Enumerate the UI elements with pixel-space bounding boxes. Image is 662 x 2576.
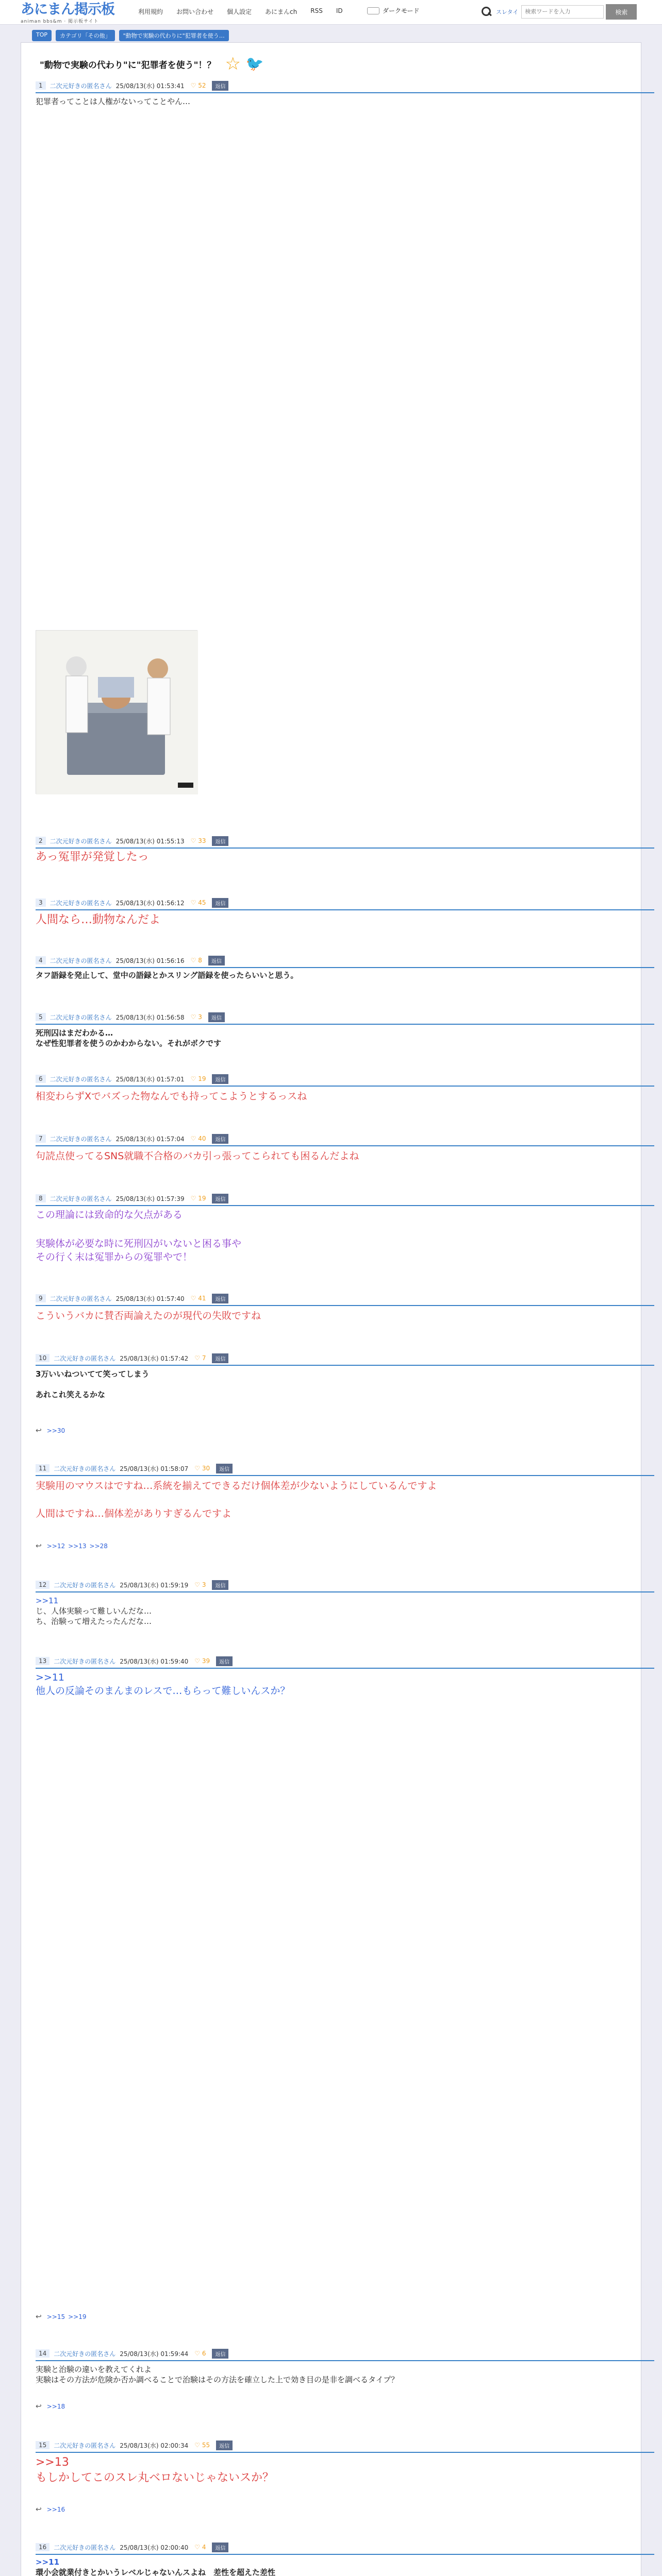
reply-arrow-icon: ↩ <box>36 2402 42 2411</box>
post-header <box>36 955 654 966</box>
favorite-star-icon[interactable]: ☆ <box>225 54 241 74</box>
post-text: 環小会就業付きとかいうレベルじゃないんスよね 差性を超えた差性 <box>36 2568 276 2576</box>
reply-button[interactable]: 返信 <box>212 898 228 908</box>
breadcrumb-category[interactable]: カテゴリ「その他」 <box>56 30 115 41</box>
post-author: 二次元好きの匿名さん <box>54 2442 116 2449</box>
post-number[interactable]: 7 <box>36 1134 46 1143</box>
search-input[interactable] <box>521 5 604 19</box>
post-text: タフ語録を発止して、堂中の語録とかスリング語録を使ったらいいと思う。 <box>36 971 299 980</box>
like-count[interactable]: ♡ 3 <box>190 1013 202 1021</box>
post-body <box>36 970 644 980</box>
post-text: 実験体が必要な時に死刑囚がいないと困る事や <box>36 1238 242 1249</box>
reply-link[interactable]: >>12 <box>46 1543 65 1550</box>
anchor-link[interactable]: >>11 <box>36 1596 59 1605</box>
post-number[interactable]: 3 <box>36 899 46 907</box>
anchor-link[interactable]: >>11 <box>36 1672 65 1683</box>
darkmode-label: ダークモード <box>383 7 420 14</box>
post-text: 実験と治験の違いを教えてくれよ <box>36 2365 152 2374</box>
reply-button[interactable]: 返信 <box>212 1294 228 1303</box>
reply-button[interactable]: 返信 <box>212 2349 228 2359</box>
post-author: 二次元好きの匿名さん <box>54 2350 116 2358</box>
like-count[interactable]: ♡ 41 <box>190 1295 206 1302</box>
post-text: 他人の反論そのまんまのレスで…もらって難しいんスか？ <box>36 1685 290 1697</box>
post-date: 25/08/13(水) 01:57:42 <box>120 1354 189 1362</box>
search-type-select[interactable]: スレタイ <box>496 9 519 15</box>
post-text: 死刑囚はまだわかる… <box>36 1028 113 1038</box>
reply-button[interactable]: 返信 <box>212 1580 228 1590</box>
post-header <box>36 897 654 908</box>
search-icon <box>479 5 493 19</box>
post-date: 25/08/13(水) 01:57:40 <box>115 1295 185 1302</box>
like-count[interactable]: ♡ 55 <box>194 2442 210 2449</box>
reply-link[interactable]: >>18 <box>46 2403 65 2410</box>
post-number[interactable]: 15 <box>36 2441 49 2449</box>
post-date: 25/08/13(水) 01:57:39 <box>115 1195 185 1202</box>
post-author: 二次元好きの匿名さん <box>49 1013 112 1021</box>
breadcrumb <box>32 30 233 41</box>
reply-button[interactable]: 返信 <box>208 956 225 965</box>
reply-button[interactable]: 返信 <box>212 1134 228 1144</box>
like-count[interactable]: ♡ 19 <box>190 1195 206 1202</box>
post-body <box>36 1369 644 1400</box>
like-count[interactable]: ♡ 30 <box>194 1465 210 1472</box>
post-header <box>36 835 654 846</box>
post-number[interactable]: 1 <box>36 81 46 90</box>
post-author: 二次元好きの匿名さん <box>49 899 112 907</box>
darkmode-switch[interactable] <box>367 7 379 14</box>
post-number[interactable]: 13 <box>36 1657 49 1665</box>
reply-button[interactable]: 返信 <box>212 1074 228 1084</box>
search-bar <box>479 4 637 20</box>
post-date: 25/08/13(水) 01:59:44 <box>120 2350 189 2358</box>
post-text: 犯罪者ってことは人権がないってことやん… <box>36 97 191 106</box>
post-date: 25/08/13(水) 01:58:07 <box>120 1465 189 1472</box>
post-image[interactable] <box>36 630 197 794</box>
post-text: 句読点使ってるSNS就職不合格のバカ引っ張ってこられても困るんだよね <box>36 1150 359 1162</box>
post-header <box>36 1133 654 1144</box>
post-body <box>36 850 644 865</box>
nav-terms[interactable]: 利用規約 <box>138 8 163 15</box>
post-date: 25/08/13(水) 01:53:41 <box>115 82 185 90</box>
post-number[interactable]: 10 <box>36 1354 49 1362</box>
site-header <box>0 0 662 25</box>
post-header <box>36 1073 654 1084</box>
breadcrumb-top[interactable]: TOP <box>32 30 52 41</box>
post-body <box>36 96 644 107</box>
post-date: 25/08/13(水) 01:57:04 <box>115 1135 185 1143</box>
anchor-link[interactable]: >>11 <box>36 2557 60 2567</box>
reply-button[interactable]: 返信 <box>212 1353 228 1363</box>
post-text: あれこれ笑えるかな <box>36 1390 106 1399</box>
post-text: その行く末は冤罪からの冤罪やで！ <box>36 1251 193 1263</box>
darkmode-toggle[interactable] <box>367 6 420 15</box>
reply-button[interactable]: 返信 <box>212 2543 228 2552</box>
post-body <box>36 1089 644 1104</box>
post-body <box>36 1478 644 1521</box>
like-count[interactable]: ♡ 7 <box>194 1354 206 1362</box>
nav-contact[interactable]: お問い合わせ <box>176 8 214 15</box>
post-header <box>36 2541 654 2553</box>
post-number[interactable]: 16 <box>36 2543 49 2551</box>
site-logo[interactable] <box>21 2 114 24</box>
post-author: 二次元好きの匿名さん <box>54 1657 116 1665</box>
post-author: 二次元好きの匿名さん <box>54 1465 116 1472</box>
post-date: 25/08/13(水) 02:00:40 <box>120 2544 189 2551</box>
post-author: 二次元好きの匿名さん <box>49 1195 112 1202</box>
reply-link[interactable]: >>28 <box>89 1543 108 1550</box>
post-header <box>36 1655 654 1667</box>
reply-arrow-icon: ↩ <box>36 1427 42 1435</box>
post-text: 3万いいねついてて笑ってしまう <box>36 1369 150 1379</box>
post-text <box>36 1494 644 1506</box>
reply-link[interactable]: >>16 <box>46 2506 65 2513</box>
like-count[interactable]: ♡ 6 <box>194 2350 206 2357</box>
post-header <box>36 80 654 91</box>
post-text: 人間なら…動物なんだよ <box>36 913 161 926</box>
post-text: こういうバカに賛否両論えたのが現代の失敗ですね <box>36 1310 261 1321</box>
post-header <box>36 2439 654 2451</box>
like-count[interactable]: ♡ 19 <box>190 1075 206 1082</box>
reply-link[interactable]: >>30 <box>46 1427 65 1434</box>
nav-settings[interactable]: 個人設定 <box>227 8 252 15</box>
post-body <box>36 1671 644 1698</box>
breadcrumb-thread[interactable]: "動物で実験の代わりに"犯罪者を使う… <box>119 30 229 41</box>
reply-links <box>36 2505 68 2514</box>
like-count[interactable]: ♡ 3 <box>194 1581 206 1588</box>
reply-arrow-icon: ↩ <box>36 2505 42 2514</box>
like-count[interactable]: ♡ 4 <box>194 2544 206 2551</box>
reply-button[interactable]: 返信 <box>216 2441 233 2450</box>
post-number[interactable]: 9 <box>36 1294 46 1302</box>
post-body <box>36 1028 644 1048</box>
reply-arrow-icon: ↩ <box>36 1542 42 1550</box>
reply-links <box>36 1427 68 1435</box>
like-count[interactable]: ♡ 40 <box>190 1135 206 1142</box>
post-text <box>36 1222 644 1237</box>
post-body <box>36 912 644 928</box>
post-author: 二次元好きの匿名さん <box>49 82 112 90</box>
like-count[interactable]: ♡ 39 <box>194 1657 210 1665</box>
reply-link[interactable]: >>15 <box>46 2313 65 2320</box>
post-body <box>36 2557 644 2576</box>
reply-links <box>36 2402 68 2411</box>
post-number[interactable]: 6 <box>36 1075 46 1083</box>
top-nav <box>138 7 356 16</box>
post-text: なぜ性犯罪者を使うのかわからない。それがボクです <box>36 1039 222 1048</box>
post-header <box>36 1293 654 1304</box>
reply-button[interactable]: 返信 <box>212 1194 228 1204</box>
nav-animanch[interactable]: あにまんch <box>265 8 297 15</box>
post-author: 二次元好きの匿名さん <box>54 2544 116 2551</box>
post-text: 実験用のマウスはですね…系統を揃えてできるだけ個体差が少ないようにしているんですよ <box>36 1480 437 1492</box>
post-text: 実験はその方法が危険か否か調べることで治験はその方法を確立した上で効き目の是非を調べるタイプ？ <box>36 2375 399 2384</box>
post-header <box>36 1011 654 1023</box>
post-text: じ、人体実験って難しいんだな… <box>36 1606 152 1616</box>
thread-title-row <box>40 55 264 73</box>
post-author: 二次元好きの匿名さん <box>54 1354 116 1362</box>
post-number[interactable]: 5 <box>36 1013 46 1021</box>
post-header <box>36 2348 654 2359</box>
logo-subtext: animan bbs&m · 掲示板サイト <box>21 19 99 24</box>
post-date: 25/08/13(水) 01:56:16 <box>115 957 185 964</box>
post-body <box>36 1308 644 1324</box>
reply-button[interactable]: 返信 <box>216 1464 233 1473</box>
post-body <box>36 1148 644 1164</box>
post-header <box>36 1193 654 1204</box>
like-count[interactable]: ♡ 52 <box>190 82 206 89</box>
logo-text: あにまん掲示板 <box>21 2 114 18</box>
reply-link[interactable]: >>19 <box>68 2313 87 2320</box>
post-text: この理論には致命的な欠点がある <box>36 1209 183 1221</box>
like-count[interactable]: ♡ 45 <box>190 899 206 906</box>
post-date: 25/08/13(水) 01:56:58 <box>115 1013 185 1021</box>
post-text: 人間はですね…個体差がありすぎるんですよ <box>36 1508 232 1519</box>
post-body <box>36 1208 644 1264</box>
post-number[interactable]: 11 <box>36 1464 49 1472</box>
nav-id[interactable]: ID <box>336 7 343 14</box>
post-author: 二次元好きの匿名さん <box>49 1135 112 1143</box>
post-text: あっ冤罪が発覚したっ <box>36 851 149 863</box>
post-body <box>36 2455 644 2486</box>
post-number[interactable]: 4 <box>36 956 46 964</box>
post-number[interactable]: 14 <box>36 2349 49 2358</box>
search-button[interactable]: 検索 <box>606 4 637 20</box>
reply-links <box>36 1542 111 1550</box>
reply-arrow-icon: ↩ <box>36 2313 42 2321</box>
nav-rss[interactable]: RSS <box>310 7 323 14</box>
reply-button[interactable]: 返信 <box>212 81 228 91</box>
post-author: 二次元好きの匿名さん <box>49 1295 112 1302</box>
post-author: 二次元好きの匿名さん <box>54 1581 116 1589</box>
post-body <box>36 1596 644 1626</box>
thread-title: "動物で実験の代わり"に"犯罪者を使う"！？ <box>40 60 216 71</box>
post-date: 25/08/13(水) 02:00:34 <box>120 2442 189 2449</box>
post-text <box>36 1379 644 1389</box>
post-author: 二次元好きの匿名さん <box>49 1075 112 1083</box>
twitter-share-icon[interactable]: 🐦 <box>245 55 264 72</box>
post-author: 二次元好きの匿名さん <box>49 957 112 964</box>
reply-links <box>36 2313 90 2321</box>
post-text: 相変わらずXでバズった物なんでも持ってこようとするっスね <box>36 1091 307 1102</box>
like-count[interactable]: ♡ 33 <box>190 837 206 844</box>
reply-button[interactable]: 返信 <box>208 1012 225 1022</box>
post-author: 二次元好きの匿名さん <box>49 837 112 845</box>
post-text: ち、治験って増えたったんだな… <box>36 1617 152 1626</box>
post-header <box>36 1352 654 1364</box>
reply-button[interactable]: 返信 <box>216 1656 233 1666</box>
reply-button[interactable]: 返信 <box>212 836 228 846</box>
post-date: 25/08/13(水) 01:55:13 <box>115 837 185 845</box>
like-count[interactable]: ♡ 8 <box>190 957 202 964</box>
post-date: 25/08/13(水) 01:59:40 <box>120 1657 189 1665</box>
post-date: 25/08/13(水) 01:59:19 <box>120 1581 189 1589</box>
post-header <box>36 1463 654 1474</box>
post-text: もしかしてこのスレ丸ベロないじゃないスか？ <box>36 2471 274 2484</box>
post-number[interactable]: 2 <box>36 837 46 845</box>
post-body <box>36 2364 644 2385</box>
post-header <box>36 1579 654 1590</box>
reply-link[interactable]: >>13 <box>68 1543 87 1550</box>
anchor-link[interactable]: >>13 <box>36 2456 69 2469</box>
post-date: 25/08/13(水) 01:57:01 <box>115 1075 185 1083</box>
post-number[interactable]: 8 <box>36 1194 46 1202</box>
thread-container <box>21 42 641 2576</box>
post-number[interactable]: 12 <box>36 1581 49 1589</box>
post-date: 25/08/13(水) 01:56:12 <box>115 899 185 907</box>
